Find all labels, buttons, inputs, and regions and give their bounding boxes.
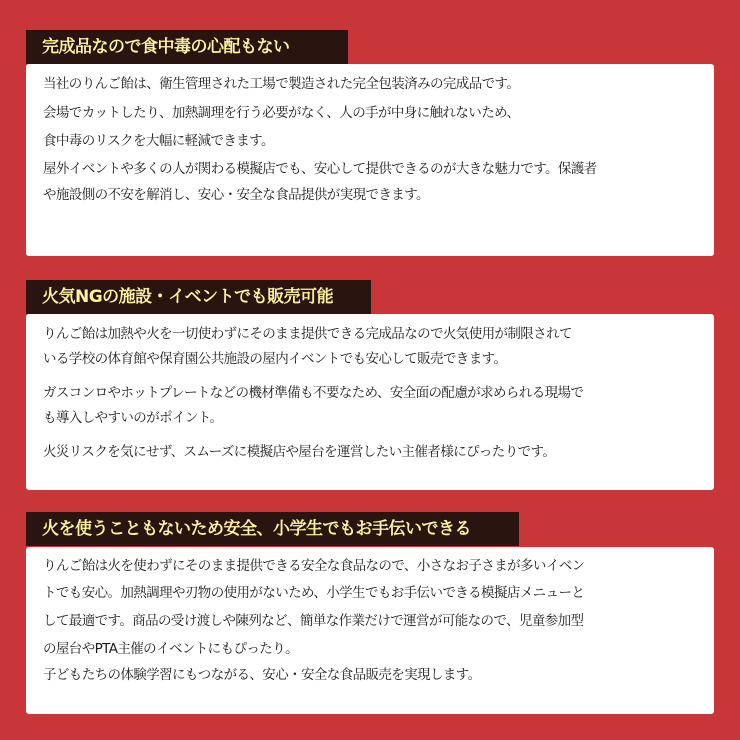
section-3-heading: 火を使うこともないため安全、小学生でもお手伝いできる: [26, 512, 519, 546]
section-3-line-4: の屋台やPTA主催のイベントにもぴったり。: [43, 641, 298, 657]
section-2-p2-line-1: ガスコンロやホットプレートなどの機材準備も不要なため、安全面の配慮が求められる現場で: [43, 385, 584, 401]
section-1-line-4: 屋外イベントや多くの人が関わる模擬店でも、安心して提供できるのが大きな魅力です。保護者: [43, 161, 597, 177]
section-1-heading: 完成品なので食中毒の心配もない: [26, 30, 348, 64]
section-2-paragraph-1: [43, 322, 700, 372]
section-2-p1-line-2: いる学校の体育館や保育園公共施設の屋内イベントでも安心して販売できます。: [43, 351, 507, 367]
section-1-line-2: 会場でカットしたり、加熱調理を行う必要がなく、人の手が中身に触れないため、: [43, 105, 520, 121]
section-2-p1-line-1: りんご飴は加熱や火を一切使わずにそのまま提供できる完成品なので火気使用が制限されて: [43, 326, 572, 342]
section-2-heading: 火気NGの施設・イベントでも販売可能: [26, 280, 371, 314]
section-2-p3-line-1: 火災リスクを気にせず、スムーズに模擬店や屋台を運営したい主催者様にぴったりです。: [43, 444, 556, 460]
section-3-line-2: トでも安心。加熱調理や刃物の使用がないため、小学生でもお手伝いできる模擬店メニューと: [43, 585, 585, 601]
section-2-card: [26, 314, 714, 490]
section-1-line-3: 食中毒のリスクを大幅に軽減できます。: [43, 133, 274, 149]
section-1-line-5: や施設側の不安を解消し、安心・安全な食品提供が実現できます。: [43, 187, 429, 203]
section-3-line-3: して最適です。商品の受け渡しや陳列など、簡単な作業だけで運営が可能なので、児童参加型: [43, 613, 584, 629]
section-3-line-5: 子どもたちの体験学習にもつながる、安心・安全な食品販売を実現します。: [43, 667, 481, 683]
section-2-paragraph-2: [43, 381, 700, 431]
section-3-card: [26, 547, 714, 714]
section-1-line-1: 当社のりんご飴は、衛生管理された工場で製造された完全包装済みの完成品です。: [43, 76, 520, 92]
section-1-card: [26, 64, 714, 256]
section-2-p2-line-2: も導入しやすいのがポイント。: [43, 410, 223, 426]
section-2-paragraph-3: [43, 440, 700, 465]
section-3-line-1: りんご飴は火を使わずにそのまま提供できる安全な食品なので、小さなお子さまが多いイベン: [43, 558, 585, 574]
